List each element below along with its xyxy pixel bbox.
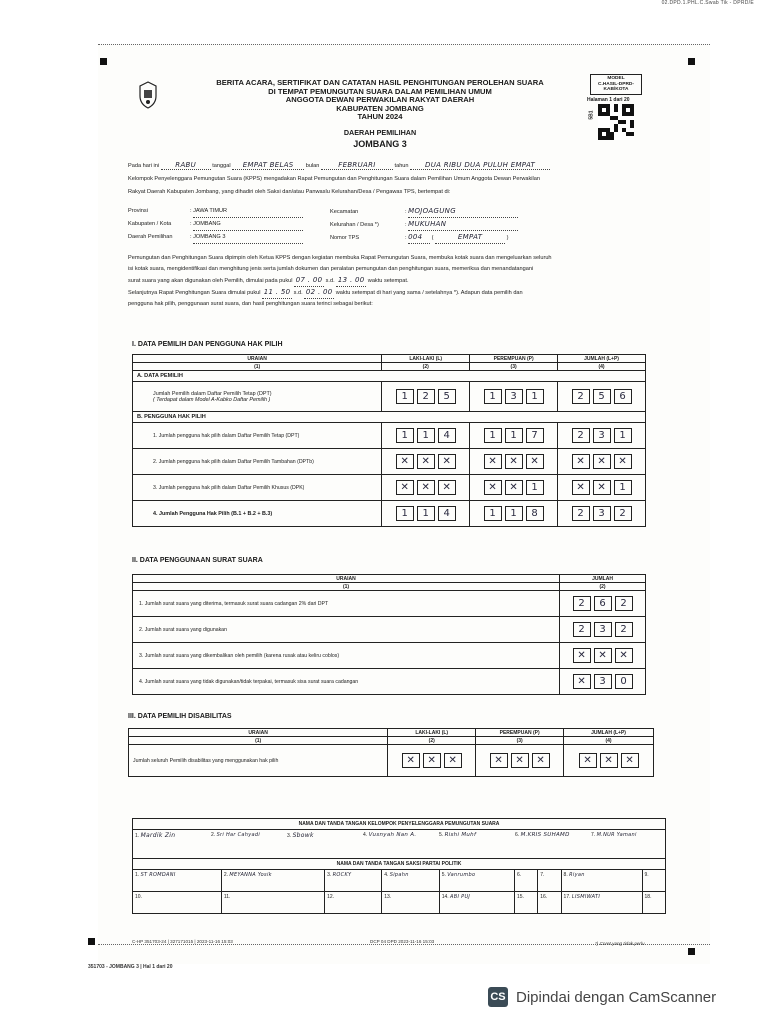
table-header-row: [133, 355, 646, 363]
signature-number: 4.: [363, 832, 368, 838]
digit-box[interactable]: ✕: [526, 454, 544, 469]
saksi-signature[interactable]: [439, 892, 514, 914]
digit-box[interactable]: 1: [614, 480, 632, 495]
col-jumlah: JUMLAH (L+P): [564, 729, 654, 737]
footer-code: C-HP 351703-24 | 327171015 | 2023-11-16 15:03: [132, 939, 233, 944]
kpps-signature[interactable]: [513, 830, 589, 858]
kpps-signature[interactable]: [133, 830, 209, 858]
kabupaten-value: JOMBANG: [193, 218, 303, 231]
daerah-pemilihan: [180, 128, 580, 149]
table-row: [133, 617, 646, 643]
col-uraian: URAIAN: [133, 355, 382, 363]
signature-number: 2.: [211, 832, 216, 838]
body-line: Selanjutnya Rapat Penghitungan Suara dimulai pukul: [128, 290, 261, 296]
category-a: A. DATA PEMILIH: [133, 371, 646, 382]
digit-box[interactable]: 2: [573, 622, 591, 637]
signer-name: Riyan: [569, 872, 585, 878]
signature-number: 14.: [441, 894, 449, 900]
ballot-usage-table: [132, 574, 646, 695]
signature-number: 13.: [384, 894, 392, 900]
digit-box[interactable]: 2: [615, 596, 633, 611]
kpps-signature[interactable]: [589, 830, 665, 858]
digit-box[interactable]: ✕: [579, 753, 597, 768]
digit-box[interactable]: ✕: [438, 454, 456, 469]
digit-box[interactable]: 5: [438, 389, 456, 404]
digit-box[interactable]: ✕: [484, 454, 502, 469]
saksi-signature[interactable]: [439, 870, 514, 892]
kpps-signature[interactable]: [437, 830, 513, 858]
date-line: [128, 161, 550, 170]
colnum: (2): [560, 583, 646, 591]
body-line: waktu setempat.: [367, 278, 409, 284]
tanggal-value: EMPAT BELAS: [232, 161, 304, 170]
body-line: Pemungutan dan Penghitungan Suara dipimpin oleh Ketua KPPS dengan kegiatan membuka Rapat Pemungutan Suara, membuka kotak suara dan mengeluarkan seluruh: [128, 255, 552, 261]
row-label: 2. Jumlah pengguna hak pilih dalam Daftar Pemilih Tambahan (DPTb): [133, 449, 382, 475]
signer-name: ROCKY: [332, 872, 352, 878]
label-kelurahan: Kelurahan / Desa *): [330, 222, 379, 228]
signature-number: 7.: [540, 872, 545, 878]
digit-box[interactable]: 1: [484, 428, 502, 443]
voter-data-table: [132, 354, 646, 527]
table-row: [129, 745, 654, 777]
row-label: 4. Jumlah surat suara yang tidak digunakan/tidak terpakai, termasuk sisa surat suara cadangan: [133, 669, 560, 695]
signature-number: 9.: [644, 872, 649, 878]
digit-box[interactable]: ✕: [593, 454, 611, 469]
start-time: 07 . 00: [294, 275, 324, 287]
dpt-label: Jumlah Pemilih dalam Daftar Pemilih Tetap (DPT): [153, 390, 272, 397]
digit-box[interactable]: 3: [593, 428, 611, 443]
signature-number: 17.: [563, 894, 571, 900]
digit-box[interactable]: ✕: [402, 753, 420, 768]
page-indicator: Halaman 1 dari 20: [587, 97, 630, 103]
body-line: pengguna hak pilih, penggunaan surat suara, dan hasil penghitungan suara terinci sebagai berikut:: [128, 301, 373, 307]
camscanner-watermark: [488, 987, 716, 1007]
digit-box[interactable]: ✕: [593, 480, 611, 495]
digit-box[interactable]: ✕: [532, 753, 550, 768]
footer-mid-code: DCP 04 DPD 2023-11-16 15:03: [370, 939, 435, 944]
table-header-row: [129, 729, 654, 737]
signer-name: Sipahn: [389, 872, 409, 878]
colnum: (1): [133, 363, 382, 371]
digit-box[interactable]: 2: [417, 389, 435, 404]
col-jumlah: JUMLAH (L+P): [558, 355, 646, 363]
col-perempuan: PEREMPUAN (P): [476, 729, 564, 737]
digit-box[interactable]: ✕: [573, 648, 591, 663]
signer-name: Sri Har Cahyadi: [216, 832, 261, 838]
digit-box[interactable]: ✕: [417, 454, 435, 469]
bulan-value: FEBRUARI: [321, 161, 393, 170]
saksi-signature[interactable]: [514, 870, 537, 892]
body-paragraph: [128, 253, 668, 310]
digit-box[interactable]: 3: [594, 622, 612, 637]
label-tps: Nomor TPS: [330, 235, 360, 241]
digit-box[interactable]: 2: [572, 389, 590, 404]
digit-box[interactable]: 7: [526, 428, 544, 443]
digit-box[interactable]: ✕: [594, 648, 612, 663]
table-row: [133, 591, 646, 617]
digit-box[interactable]: ✕: [484, 480, 502, 495]
digit-box[interactable]: ✕: [438, 480, 456, 495]
location-right: Kecamatan : MOJOAGUNG Kelurahan / Desa *) : MUKUHAN Nomor TPS : 004 ( EMPAT ): [330, 205, 518, 244]
intro-line: Kelompok Penyelenggara Pemungutan Suara (KPPS) mengadakan Rapat Pemungutan dan Penghitungan Suara dalam Pemilihan Umum Anggota Dewan Perwakilan: [128, 176, 541, 182]
registration-mark: [688, 58, 695, 65]
digit-box[interactable]: ✕: [417, 480, 435, 495]
label-kecamatan: Kecamatan: [330, 209, 359, 215]
label-tahun: tahun: [394, 163, 409, 169]
digit-box[interactable]: 1: [417, 506, 435, 521]
saksi-signature[interactable]: [382, 892, 440, 914]
digit-box[interactable]: 1: [484, 389, 502, 404]
digit-box[interactable]: 3: [593, 506, 611, 521]
tahun-value: DUA RIBU DUA PULUH EMPAT: [410, 161, 550, 170]
section-2-title: II. DATA PENGGUNAAN SURAT SUARA: [132, 557, 263, 564]
signature-number: 4.: [384, 872, 389, 878]
table-colnum-row: [133, 583, 646, 591]
document-title: [180, 79, 580, 122]
table-colnum-row: [133, 363, 646, 371]
table-row: [133, 501, 646, 527]
kpps-signature[interactable]: [209, 830, 285, 858]
row-label: 3. Jumlah pengguna hak pilih dalam Daftar Pemilih Khusus (DPK): [133, 475, 382, 501]
hari-value: RABU: [161, 161, 211, 170]
digit-box[interactable]: 4: [438, 428, 456, 443]
digit-box[interactable]: ✕: [396, 454, 414, 469]
camscanner-logo-icon: CS: [488, 987, 508, 1007]
col-laki: LAKI-LAKI (L): [388, 729, 476, 737]
digit-box[interactable]: 1: [396, 506, 414, 521]
table-row: [133, 643, 646, 669]
table-row: [133, 669, 646, 695]
digit-box[interactable]: ✕: [614, 454, 632, 469]
digit-box[interactable]: ✕: [615, 648, 633, 663]
col-laki: LAKI-LAKI (L): [382, 355, 470, 363]
saksi-signature[interactable]: [642, 892, 665, 914]
col-uraian: URAIAN: [133, 575, 560, 583]
footnote: *) Coret yang tidak perlu: [595, 941, 645, 946]
label-provinsi: Provinsi: [128, 208, 148, 214]
category-b: B. PENGGUNA HAK PILIH: [133, 412, 646, 423]
saksi-signature[interactable]: [642, 870, 665, 892]
body-line: isi kotak suara, mengidentifikasi dan menghitung jenis serta jumlah dokumen dan peralatan pemungutan dan penghitungan suara, memeriksa dan menandatangani: [128, 266, 534, 272]
signature-number: 11.: [223, 894, 231, 900]
table-colnum-row: [129, 737, 654, 745]
colnum: (4): [558, 363, 646, 371]
digit-box[interactable]: 2: [573, 596, 591, 611]
location-left: Provinsi : JAWA TIMUR Kabupaten / Kota : JOMBANG Daerah Pemilihan : JOMBANG 3: [128, 205, 303, 244]
section-1-title: I. DATA PEMILIH DAN PENGGUNA HAK PILIH: [132, 341, 283, 348]
saksi-signature-row: [133, 870, 666, 892]
tps-number: 004: [408, 231, 430, 244]
qr-code-label: 5B1: [588, 110, 595, 120]
signature-number: 8.: [563, 872, 568, 878]
signature-number: 2.: [223, 872, 229, 878]
camscanner-text: Dipindai dengan CamScanner: [516, 988, 717, 1006]
digit-box[interactable]: 2: [572, 506, 590, 521]
digit-box[interactable]: 5: [593, 389, 611, 404]
signer-name: Vanrumbo: [447, 872, 476, 878]
model-box: [590, 74, 642, 95]
signature-number: 1.: [135, 872, 140, 878]
digit-box[interactable]: ✕: [505, 480, 523, 495]
kelurahan-value: MUKUHAN: [408, 218, 518, 231]
label-sd: s.d.: [325, 278, 335, 284]
signature-number: 6.: [516, 872, 522, 878]
footer-page-label: 351703 - JOMBANG 3 | Hal 1 dari 20: [88, 964, 173, 970]
signature-number: 7.: [591, 832, 596, 838]
model-line: C.HASIL-DPRD-: [598, 81, 634, 87]
col-jumlah: JUMLAH: [560, 575, 646, 583]
saksi-signature[interactable]: [221, 870, 324, 892]
digit-box[interactable]: ✕: [621, 753, 639, 768]
saksi-signature[interactable]: [382, 870, 440, 892]
signature-number: 18.: [644, 894, 652, 900]
body-line: surat suara yang akan digunakan oleh Pemilih, dimulai pada pukul: [128, 278, 293, 284]
label-kabupaten: Kabupaten / Kota: [128, 221, 172, 227]
colnum: (3): [476, 737, 564, 745]
title-line: ANGGOTA DEWAN PERWAKILAN RAKYAT DAERAH: [285, 95, 475, 105]
digit-box[interactable]: ✕: [444, 753, 462, 768]
section-3-title: III. DATA PEMILIH DISABILITAS: [128, 713, 232, 720]
saksi-signature[interactable]: [133, 870, 222, 892]
intro-line: Rakyat Daerah Kabupaten Jombang, yang dihadiri oleh Saksi dan/atau Panwaslu Kelurahan/Desa / Pengawas TPS, bertempat di:: [128, 189, 451, 195]
label-bulan: bulan: [305, 163, 320, 169]
title-line: DI TEMPAT PEMUNGUTAN SUARA DALAM PEMILIHAN UMUM: [268, 86, 492, 96]
col-perempuan: PEREMPUAN (P): [470, 355, 558, 363]
colnum: (1): [129, 737, 388, 745]
table-row: [133, 449, 646, 475]
end-time: 13 . 00: [336, 275, 366, 287]
digit-box[interactable]: 2: [614, 506, 632, 521]
signer-name: MEYANNA Yosik: [229, 872, 272, 878]
row-label: Jumlah seluruh Pemilih disabilitas yang menggunakan hak pilih: [129, 745, 388, 777]
signer-name: ABI PUJ: [450, 894, 471, 900]
col-uraian: URAIAN: [129, 729, 388, 737]
intro-paragraph: [128, 174, 668, 198]
digit-box[interactable]: 2: [615, 622, 633, 637]
table-row: [133, 382, 646, 412]
provinsi-value: JAWA TIMUR: [193, 205, 303, 218]
signer-name: Sbowk: [292, 832, 314, 839]
digit-box[interactable]: 4: [438, 506, 456, 521]
digit-box[interactable]: ✕: [572, 480, 590, 495]
saksi-signature[interactable]: [538, 870, 561, 892]
signer-name: Rishi Muhf: [444, 832, 477, 838]
body-line: waktu setempat di hari yang sama / setelahnya *). Adapun data pemilih dan: [335, 290, 523, 296]
signature-table: [132, 818, 666, 914]
signature-number: 1.: [135, 833, 140, 839]
digit-box[interactable]: 1: [417, 428, 435, 443]
title-line: BERITA ACARA, SERTIFIKAT DAN CATATAN HASIL PENGHITUNGAN PEROLEHAN SUARA: [216, 78, 544, 87]
kpps-signature-heading: NAMA DAN TANDA TANGAN KELOMPOK PENYELENGGARA PEMUNGUTAN SUARA: [133, 819, 666, 830]
row-label: 3. Jumlah surat suara yang dikembalikan oleh pemilih (karena rusak atau keliru coblos): [133, 643, 560, 669]
registration-mark: [100, 58, 107, 65]
digit-box[interactable]: 2: [572, 428, 590, 443]
digit-box[interactable]: 3: [505, 389, 523, 404]
digit-box[interactable]: 1: [526, 480, 544, 495]
daerah-label: DAERAH PEMILIHAN: [343, 128, 417, 137]
colnum: (1): [133, 583, 560, 591]
saksi-signature[interactable]: [561, 870, 642, 892]
tps-text: EMPAT: [435, 231, 505, 244]
digit-box[interactable]: 6: [614, 389, 632, 404]
colnum: (3): [470, 363, 558, 371]
signature-number: 15.: [516, 894, 524, 900]
signature-number: 5.: [439, 832, 444, 838]
colnum: (2): [382, 363, 470, 371]
signer-name: M.NUR Yamani: [596, 832, 637, 838]
digit-box[interactable]: ✕: [600, 753, 618, 768]
digit-box[interactable]: 1: [484, 506, 502, 521]
digit-box[interactable]: 1: [505, 428, 523, 443]
count-start-time: 11 . 50: [262, 287, 292, 299]
row-label: 4. Jumlah Pengguna Hak Pilih (B.1 + B.2 + B.3): [133, 501, 382, 527]
row-label: 1. Jumlah surat suara yang diterima, termasuk surat suara cadangan 2% dari DPT: [133, 591, 560, 617]
label-dapil: Daerah Pemilihan: [128, 234, 173, 240]
signature-number: 16.: [540, 894, 548, 900]
digit-box[interactable]: ✕: [511, 753, 529, 768]
signature-number: 3.: [327, 872, 332, 878]
row-label: 1. Jumlah pengguna hak pilih dalam Daftar Pemilih Tetap (DPT): [133, 423, 382, 449]
label-sd: s.d.: [293, 290, 303, 296]
digit-box[interactable]: 1: [396, 389, 414, 404]
count-end-time: 02 . 00: [304, 287, 334, 299]
dpt-sublabel: ( Terdapat dalam Model A-Kabko Daftar Pemilih ): [153, 396, 271, 403]
digit-box[interactable]: 1: [505, 506, 523, 521]
digit-box[interactable]: 8: [526, 506, 544, 521]
digit-box[interactable]: ✕: [423, 753, 441, 768]
saksi-signature-heading: NAMA DAN TANDA TANGAN SAKSI PARTAI POLITIK: [133, 859, 666, 870]
colnum: (2): [388, 737, 476, 745]
model-line: KAB/KOTA: [603, 87, 629, 93]
row-label: 2. Jumlah surat suara yang digunakan: [133, 617, 560, 643]
title-line: TAHUN 2024: [357, 112, 403, 122]
signature-number: 5.: [441, 872, 446, 878]
digit-box[interactable]: 1: [614, 428, 632, 443]
kpu-logo-icon: [137, 80, 159, 110]
table-header-row: [133, 575, 646, 583]
saksi-signature[interactable]: [221, 892, 324, 914]
kecamatan-value: MOJOAGUNG: [408, 205, 518, 218]
kpps-signature[interactable]: [285, 830, 361, 858]
kpps-signature[interactable]: [361, 830, 437, 858]
saksi-signature[interactable]: [133, 892, 222, 914]
signer-name: ST ROMDANI: [140, 872, 176, 878]
saksi-signature[interactable]: [325, 892, 382, 914]
digit-box[interactable]: 1: [396, 428, 414, 443]
colnum: (4): [564, 737, 654, 745]
signature-number: 3.: [287, 833, 292, 839]
registration-mark: [88, 938, 95, 945]
table-row: [133, 423, 646, 449]
digit-box[interactable]: 0: [615, 674, 633, 689]
saksi-signature[interactable]: [561, 892, 642, 914]
saksi-signature[interactable]: [538, 892, 561, 914]
signature-number: 10.: [135, 894, 142, 900]
signer-name: LISMIWATI: [571, 894, 601, 900]
top-corner-code: 02.DPD.1.PHL.C.Swab Tik - DPRD/E: [661, 0, 754, 6]
row-label: [133, 382, 382, 412]
digit-box[interactable]: 6: [594, 596, 612, 611]
signer-name: M.KRIS SUHAMD: [520, 832, 570, 838]
digit-box[interactable]: ✕: [396, 480, 414, 495]
daerah-value: JOMBANG 3: [353, 139, 407, 149]
scan-border-top: [98, 44, 710, 45]
digit-box[interactable]: 3: [594, 674, 612, 689]
signature-number: 12.: [327, 894, 335, 900]
label-pada-hari: Pada hari ini: [128, 163, 160, 169]
title-line: KABUPATEN JOMBANG: [336, 103, 424, 113]
digit-box[interactable]: ✕: [490, 753, 508, 768]
qr-code-icon: [598, 104, 634, 140]
digit-box[interactable]: ✕: [573, 674, 591, 689]
model-line: MODEL: [607, 76, 625, 81]
saksi-signature[interactable]: [325, 870, 382, 892]
dapil-value: JOMBANG 3: [193, 231, 303, 244]
label-tanggal: tanggal: [212, 163, 231, 169]
saksi-signature-row: [133, 892, 666, 914]
disability-table: [128, 728, 654, 777]
signer-name: Vusnyah Nan A.: [368, 832, 417, 838]
signature-number: 6.: [515, 832, 520, 838]
digit-box[interactable]: ✕: [505, 454, 523, 469]
digit-box[interactable]: 1: [526, 389, 544, 404]
signer-name: Mardik Zin: [140, 832, 176, 839]
saksi-signature[interactable]: [514, 892, 537, 914]
digit-box[interactable]: ✕: [572, 454, 590, 469]
table-row: [133, 475, 646, 501]
registration-mark: [688, 948, 695, 955]
kpps-signature-row: [133, 830, 666, 859]
